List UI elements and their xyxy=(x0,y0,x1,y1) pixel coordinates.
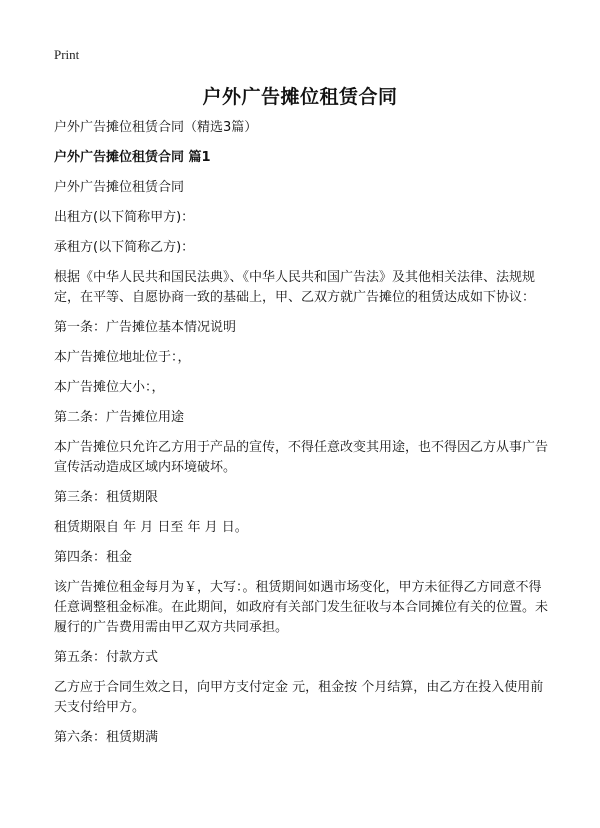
paragraph: 第一条：广告摊位基本情况说明 xyxy=(54,320,237,335)
paragraph: 户外广告摊位租赁合同 xyxy=(54,180,185,195)
paragraph: 第五条：付款方式 xyxy=(54,650,159,665)
paragraph: 本广告摊位地址位于：， xyxy=(54,350,191,365)
document-body xyxy=(54,118,554,758)
paragraph: 第四条：租金 xyxy=(54,550,133,565)
print-link[interactable]: Print xyxy=(54,47,80,62)
paragraph: 本广告摊位大小：， xyxy=(54,380,165,395)
paragraph: 本广告摊位只允许乙方用于产品的宣传，不得任意改变其用途，也不得因乙方从事广告宣传活动造成区域内环境破坏。 xyxy=(54,440,549,475)
paragraph: 第二条：广告摊位用途 xyxy=(54,410,185,425)
document-title: 户外广告摊位租赁合同 xyxy=(202,86,398,108)
paragraph: 租赁期限自 年 月 日至 年 月 日。 xyxy=(54,520,248,535)
paragraph: 第六条：租赁期满 xyxy=(54,730,159,745)
paragraph: 该广告摊位租金每月为￥，大写：。租赁期间如遇市场变化，甲方未征得乙方同意不得任意调整租金标准。在此期间，如政府有关部门发生征收与本合同摊位有关的位置。未履行的广告费用需由甲乙双方共同承担。 xyxy=(54,580,549,635)
paragraph: 第三条：租赁期限 xyxy=(54,490,159,505)
paragraph: 户外广告摊位租赁合同（精选3篇） xyxy=(54,120,258,135)
paragraph: 根据《中华人民共和国民法典》、《中华人民共和国广告法》及其他相关法律、法规规定，在平等、自愿协商一致的基础上，甲、乙双方就广告摊位的租赁达成如下协议： xyxy=(54,270,536,305)
paragraph: 承租方(以下简称乙方)： xyxy=(54,240,195,255)
section-heading: 户外广告摊位租赁合同 篇1 xyxy=(54,150,211,165)
paragraph: 乙方应于合同生效之日，向甲方支付定金 元，租金按 个月结算，由乙方在投入使用前 天支付给甲方。 xyxy=(54,680,548,715)
paragraph: 出租方(以下简称甲方)： xyxy=(54,210,195,225)
